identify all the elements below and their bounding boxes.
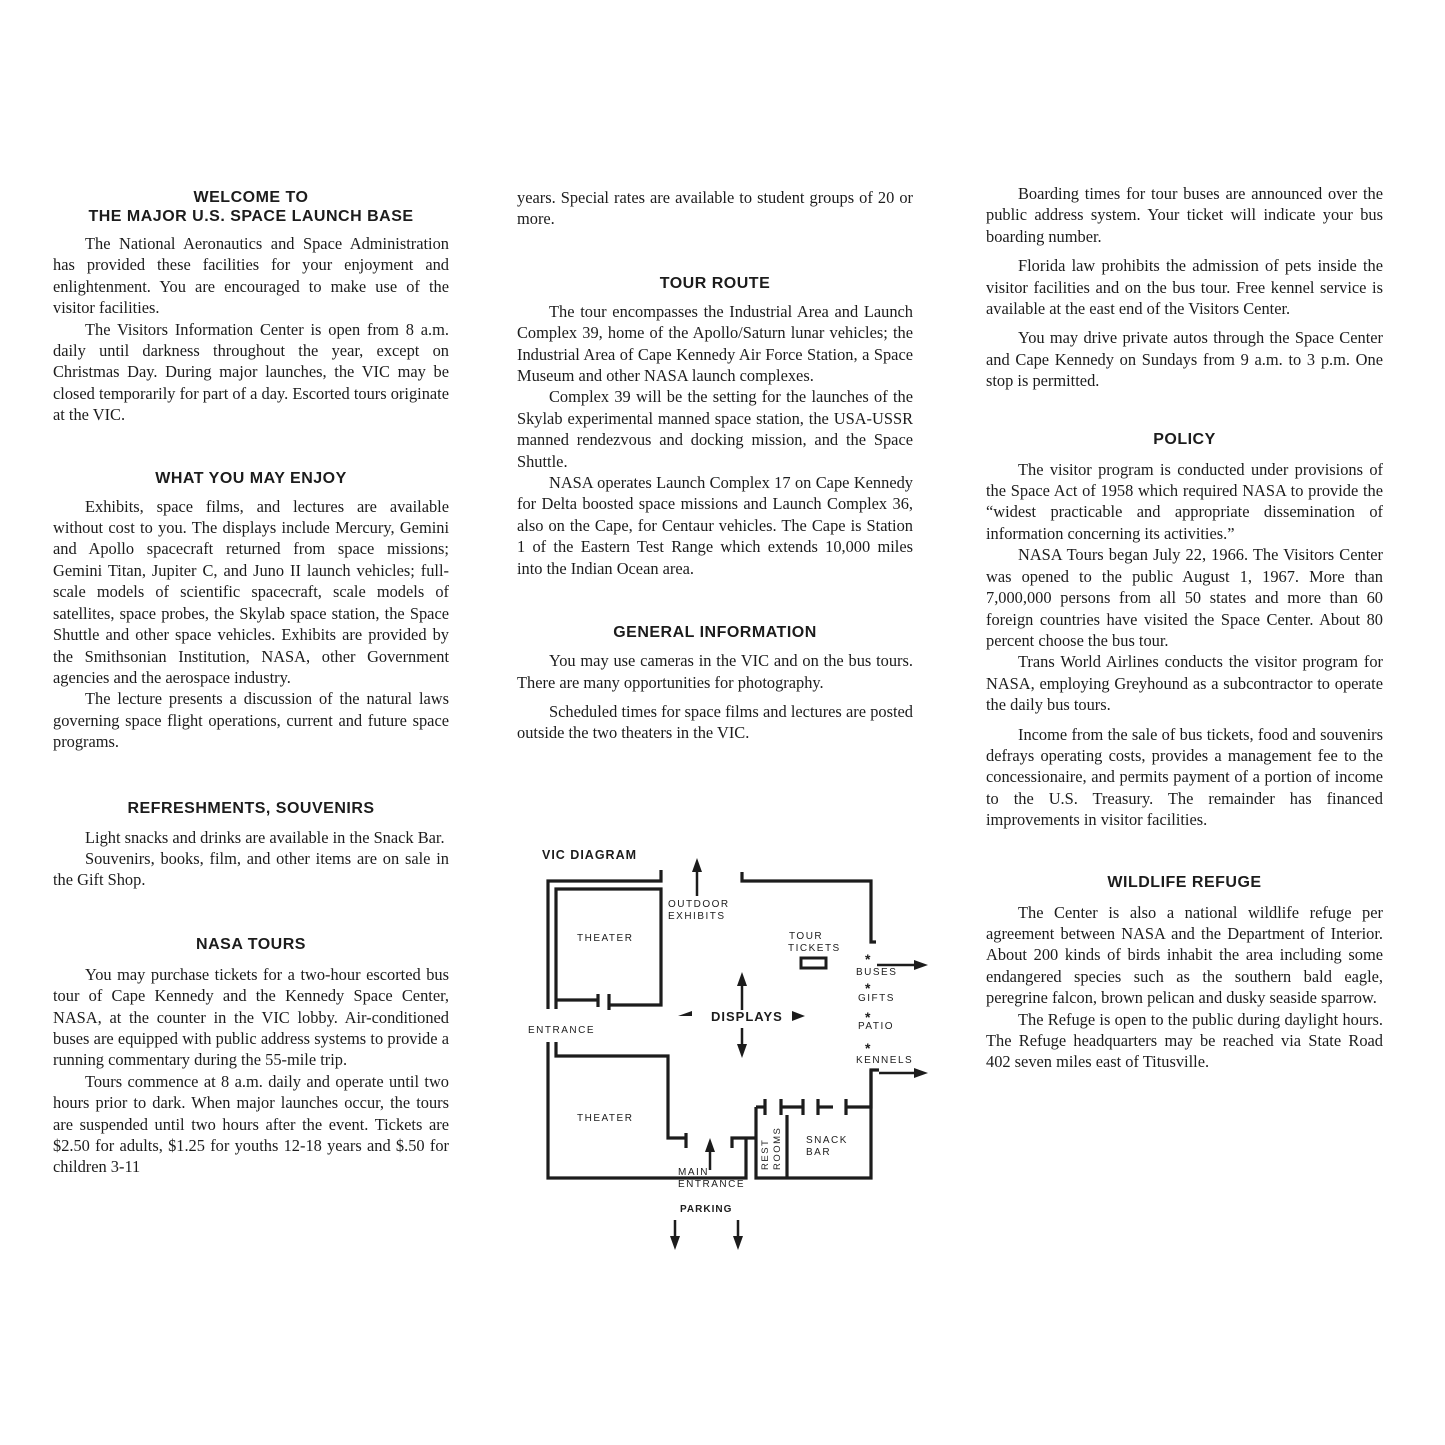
tours-heading: NASA TOURS — [196, 935, 306, 953]
welcome-paragraph-1: The National Aeronautics and Space Administration has provided these facilities for your enjoyment and enlightenment. You are encouraged to make use of the visitor facilities. — [53, 234, 449, 318]
snack-bar-label-line1: SNACK — [806, 1135, 848, 1146]
welcome-heading-line2: THE MAJOR U.S. SPACE LAUNCH BASE — [88, 208, 414, 225]
wall-right-lower — [846, 1070, 879, 1107]
buses-label: BUSES — [856, 967, 898, 978]
main-entrance-label-line2: ENTRANCE — [678, 1179, 746, 1190]
tour-tickets-booth — [801, 958, 826, 968]
outdoor-label-line2: EXHIBITS — [668, 911, 726, 922]
policy-paragraph-3: Trans World Airlines conducts the visitor program for NASA, employing Greyhound as a subcontractor to operate the daily bus tours. — [986, 652, 1383, 715]
displays-label: DISPLAYS — [711, 1009, 783, 1024]
refreshments-paragraph-2: Souvenirs, books, film, and other items are on sale in the Gift Shop. — [53, 848, 449, 890]
star-marker-buses: * — [865, 951, 871, 967]
parking-left-arrow — [670, 1236, 680, 1250]
general-paragraph-1: You may use cameras in the VIC and on the bus tours. There are many opportunities for photography. — [517, 651, 913, 692]
route-heading: TOUR ROUTE — [659, 274, 771, 292]
displays-left-arrow — [678, 1011, 692, 1021]
general-heading: GENERAL INFORMATION — [613, 624, 817, 642]
route-paragraph-2: Complex 39 will be the setting for the launches of the Skylab experimental manned space station, the USA-USSR manned rendezvous and docking mission, and the Space Shuttle. — [517, 387, 913, 471]
policy-heading: POLICY — [1153, 430, 1216, 448]
column-2 — [517, 187, 913, 744]
kennels-label: KENNELS — [856, 1055, 914, 1066]
wall-main-entrance-right — [732, 1138, 756, 1148]
wildlife-heading: WILDLIFE REFUGE — [1107, 873, 1262, 891]
welcome-heading — [53, 188, 449, 226]
pets-paragraph: Florida law prohibits the admission of pets inside the visitor facilities and on the bus tour. Free kennel service is available at the east end of the Visitors Center. — [986, 256, 1383, 319]
upper-theater-label: THEATER — [577, 933, 634, 944]
tours-paragraph-1: You may purchase tickets for a two-hour escorted bus tour of Cape Kennedy and the Kennedy Space Center, NASA, at the counter in the VIC lobby. Air-conditioned buses are equipped with public address systems to provide a running commentary during the 55-mile trip. — [53, 964, 449, 1070]
displays-down-arrow — [737, 1044, 747, 1058]
rest-rooms-label-line1: REST — [760, 1138, 771, 1170]
vic-diagram — [520, 840, 940, 1255]
private-autos-paragraph: You may drive private autos through the Space Center and Cape Kennedy on Sundays from 9 a.m. to 3 p.m. One stop is permitted. — [986, 328, 1383, 391]
snack-bar-label-line2: BAR — [806, 1147, 832, 1158]
diagram-title: VIC DIAGRAM — [542, 848, 638, 862]
star-marker-patio: * — [865, 1009, 871, 1025]
column-3 — [986, 183, 1383, 1073]
displays-right-arrow — [792, 1011, 805, 1021]
welcome-heading-line1: WELCOME TO — [193, 189, 309, 206]
star-marker-kennels: * — [865, 1040, 871, 1056]
wall-upper-theater-inner — [556, 889, 661, 1009]
entrance-label: ENTRANCE — [528, 1025, 596, 1036]
main-entrance-arrow-head — [705, 1138, 715, 1152]
route-paragraph-1: The tour encompasses the Industrial Area and Launch Complex 39, home of the Apollo/Saturn lunar vehicles; the Industrial Area of Cape Kennedy Air Force Station, a Space Museum and other NASA launch complexes. — [517, 301, 913, 386]
enjoy-paragraph-1: Exhibits, space films, and lectures are available without cost to you. The displays include Mercury, Gemini and Apollo spacecraft returned from space missions; Gemini Titan, Jupiter C, and Juno II launch vehicles; full-scale models of scientific spacecraft, scale models of satellites, space probes, the Skylab space station, the Space Shuttle and other space vehicles. Exhibits are provided by the Smithsonian Institution, NASA, other Government agencies and the aerospace industry. — [53, 496, 449, 687]
policy-paragraph-4: Income from the sale of bus tickets, food and souvenirs defrays operating costs, provides a management fee to the concessionaire, and permits payment of a portion of income to the U.S. Treasury. The remainder has financed improvements in visitor facilities. — [986, 724, 1383, 830]
outdoor-label-line1: OUTDOOR — [668, 899, 730, 910]
lower-theater-label: THEATER — [577, 1113, 634, 1124]
wildlife-paragraph-2: The Refuge is open to the public during daylight hours. The Refuge headquarters may be reached via State Road 402 seven miles east of Titusville. — [986, 1009, 1383, 1072]
tour-tickets-label-line2: TICKETS — [788, 943, 841, 954]
main-entrance-label-line1: MAIN — [678, 1167, 709, 1178]
general-paragraph-2: Scheduled times for space films and lectures are posted outside the two theaters in the VIC. — [517, 701, 913, 743]
enjoy-heading: WHAT YOU MAY ENJOY — [155, 469, 347, 487]
column-1 — [53, 188, 449, 1178]
wall-lower-theater-outer — [548, 1042, 746, 1178]
refreshments-heading: REFRESHMENTS, SOUVENIRS — [127, 799, 375, 817]
boarding-paragraph: Boarding times for tour buses are announced over the public address system. Your ticket will indicate your bus boarding number. — [986, 184, 1383, 246]
star-marker-gifts: * — [865, 980, 871, 996]
patio-label: PATIO — [858, 1021, 895, 1032]
parking-right-arrow — [733, 1236, 743, 1250]
route-paragraph-3: NASA operates Launch Complex 17 on Cape Kennedy for Delta boosted space missions and Launch Complex 36, also on the Cape, for Centaur vehicles. The Cape is Station 1 of the Eastern Test Range which extends 10,000 miles into the Indian Ocean area. — [517, 473, 913, 578]
welcome-paragraph-2: The Visitors Information Center is open from 8 a.m. daily until darkness throughout the year, except on Christmas Day. During major launches, the VIC may be closed temporarily for part of a day. Escorted tours originate at the VIC. — [53, 319, 449, 425]
tour-tickets-label-line1: TOUR — [789, 931, 824, 942]
buses-arrow-head — [914, 960, 928, 970]
tours-paragraph-2: Tours commence at 8 a.m. daily and operate until two hours prior to dark. When major launches occur, the tours are suspended until two hours after the event. Tickets are $2.50 for adults, $1.25 for youths 12-18 years and $.50 for children 3-11 — [53, 1071, 449, 1177]
displays-up-arrow — [737, 972, 747, 986]
tours-continued-paragraph: years. Special rates are available to student groups of 20 or more. — [517, 188, 913, 229]
parking-label: PARKING — [680, 1204, 733, 1215]
kennels-arrow-head — [914, 1068, 928, 1078]
rest-rooms-label-line2: ROOMS — [772, 1126, 783, 1170]
policy-paragraph-1: The visitor program is conducted under provisions of the Space Act of 1958 which required NASA to provide the “widest practicable and appropriate dissemination of information concerning its activities.” — [986, 459, 1383, 543]
gifts-label: GIFTS — [858, 993, 895, 1004]
enjoy-paragraph-2: The lecture presents a discussion of the natural laws governing space flight operations, current and future space programs. — [53, 689, 449, 752]
wildlife-paragraph-1: The Center is also a national wildlife refuge per agreement between NASA and the Department of Interior. About 200 kinds of birds inhabit the area including some endangered species such as the southern bald eagle, peregrine falcon, brown pelican and dusky seaside sparrow. — [986, 902, 1383, 1008]
policy-paragraph-2: NASA Tours began July 22, 1966. The Visitors Center was opened to the public August 1, 1967. More than 7,000,000 persons from all 50 states and more than 60 foreign countries have visited the Space Center. About 80 percent choose the bus tour. — [986, 545, 1383, 650]
refreshments-paragraph-1: Light snacks and drinks are available in the Snack Bar. — [85, 827, 445, 847]
outdoor-arrow-head — [692, 858, 702, 872]
